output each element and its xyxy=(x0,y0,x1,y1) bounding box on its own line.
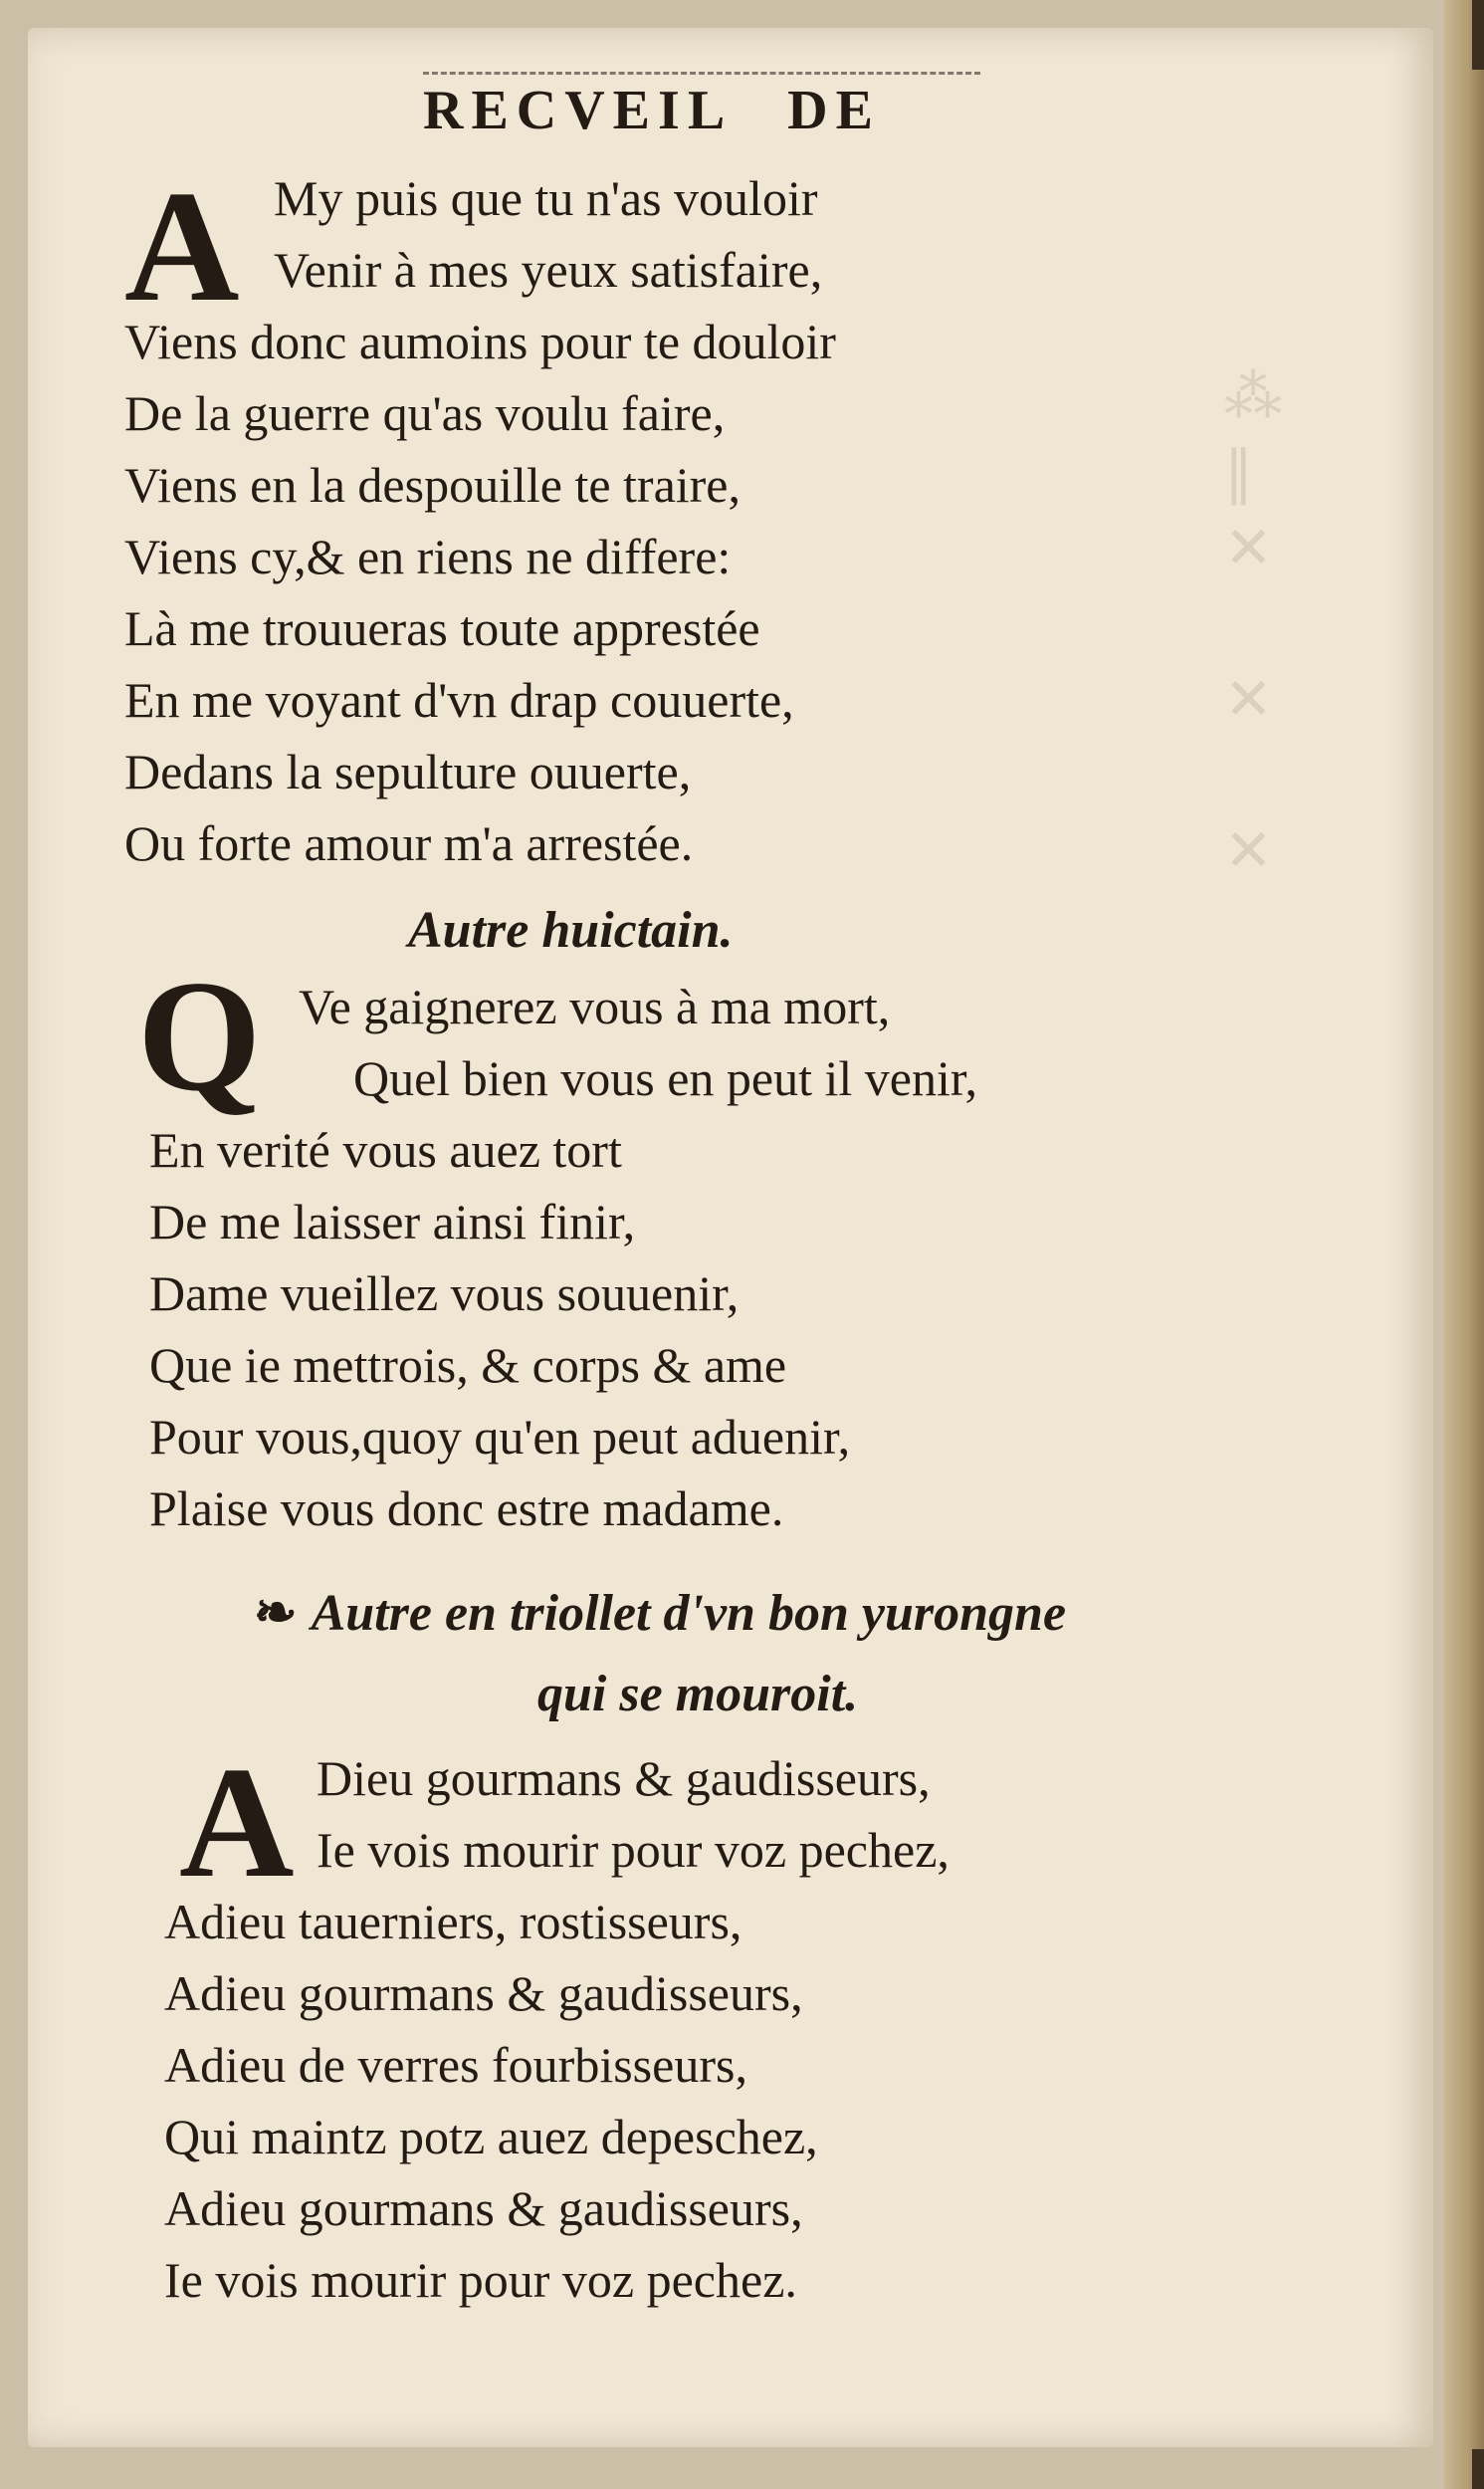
poem-line: Ie vois mourir pour voz pechez, xyxy=(317,1822,950,1878)
poem-line: En verité vous auez tort xyxy=(149,1122,622,1178)
poem-line: Adieu de verres fourbisseurs, xyxy=(164,2037,747,2093)
poem-line: Ie vois mourir pour voz pechez. xyxy=(164,2252,797,2308)
poem-line: Viens cy,& en riens ne differe: xyxy=(124,529,732,584)
poem-line: En me voyant d'vn drap couuerte, xyxy=(124,672,794,728)
poem-line: Ve gaignerez vous à ma mort, xyxy=(299,979,891,1034)
drop-cap-a: A xyxy=(179,1733,295,1911)
title-line-1: Autre en triollet d'vn bon yurongne xyxy=(311,1585,1067,1642)
section-title-line-2: qui se mouroit. xyxy=(537,1666,859,1722)
section-title-triollet xyxy=(254,1583,1066,1643)
poem-line: Que ie mettrois, & corps & ame xyxy=(149,1337,787,1393)
poem-line: Viens en la despouille te traire, xyxy=(124,457,741,513)
poem-line: Qui maintz potz auez depeschez, xyxy=(164,2109,818,2164)
poem-line: De la guerre qu'as voulu faire, xyxy=(124,385,726,441)
poem-line: Ou forte amour m'a arrestée. xyxy=(124,815,694,871)
binding-strip-top xyxy=(1472,0,1484,70)
running-header xyxy=(423,72,980,142)
section-title-huictain: Autre huictain. xyxy=(408,902,734,959)
poem-line: Dieu gourmans & gaudisseurs, xyxy=(317,1750,931,1806)
show-through-text: ⁂ ‖ ✕ ✕ ✕ xyxy=(1224,362,1282,884)
poem-line: Dame vueillez vous souuenir, xyxy=(149,1265,740,1321)
binding-strip-bottom xyxy=(1472,2449,1484,2489)
header-right: DE xyxy=(787,80,881,141)
poem-line: Plaise vous donc estre madame. xyxy=(149,1480,784,1536)
poem-line: Adieu gourmans & gaudisseurs, xyxy=(164,1965,803,2021)
drop-cap-a: A xyxy=(124,157,240,335)
poem-line: My puis que tu n'as vouloir xyxy=(274,170,818,226)
poem-line: Là me trouueras toute apprestée xyxy=(124,600,760,656)
poem-line: Venir à mes yeux satisfaire, xyxy=(274,242,823,298)
poem-line: Pour vous,quoy qu'en peut aduenir, xyxy=(149,1409,851,1465)
fleuron-icon: ❧ xyxy=(254,1585,298,1642)
poem-line: Adieu tauerniers, rostisseurs, xyxy=(164,1894,742,1949)
drop-cap-q: Q xyxy=(137,947,262,1124)
poem-line: Quel bien vous en peut il venir, xyxy=(353,1050,978,1106)
poem-line: Dedans la sepulture ouuerte, xyxy=(124,744,692,799)
poem-line: De me laisser ainsi finir, xyxy=(149,1194,636,1249)
book-edge xyxy=(1444,0,1484,2489)
header-left: RECVEIL xyxy=(423,80,734,141)
poem-line: Adieu gourmans & gaudisseurs, xyxy=(164,2180,803,2236)
poem-line: Viens donc aumoins pour te douloir xyxy=(124,314,836,369)
